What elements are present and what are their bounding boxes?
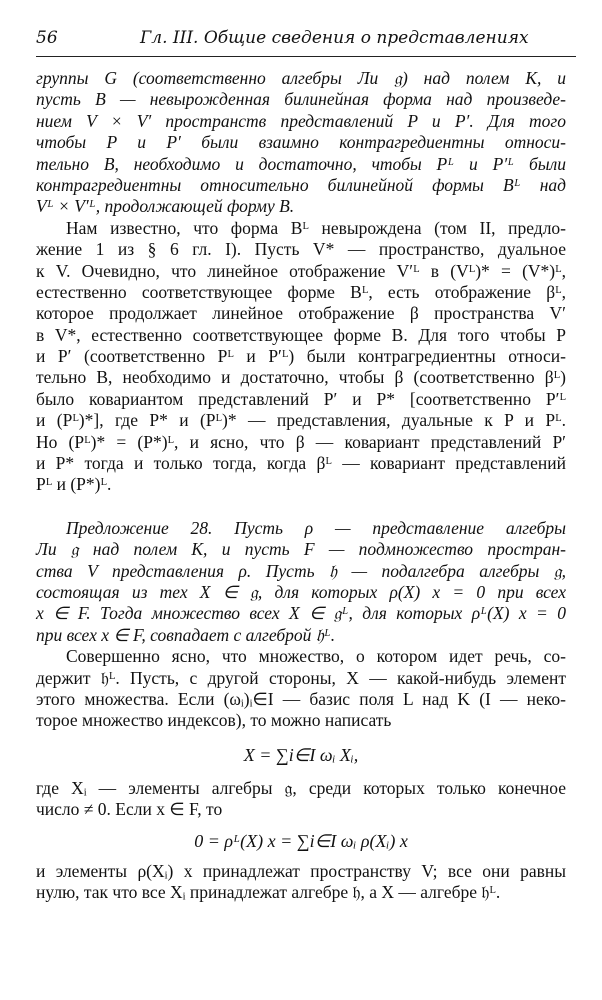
text-line: ства V представления ρ. Пусть 𝔥 — подалгебра алгебры 𝔤, bbox=[36, 560, 566, 581]
text-line: состоящая из тех X ∈ 𝔤, для которых ρ(X) x = 0 при всех bbox=[36, 581, 566, 602]
formula-sum: X = ∑i∈I ωᵢ Xᵢ, bbox=[243, 744, 359, 765]
proof-paragraph bbox=[36, 218, 566, 496]
text-line: Нам известно, что форма Bᴸ невырождена (том II, предло- bbox=[66, 217, 566, 238]
proof-paragraph bbox=[36, 778, 566, 821]
section-gap bbox=[36, 496, 566, 518]
text-line: Совершенно ясно, что множество, о котором идет речь, со- bbox=[66, 646, 566, 667]
proposition-28 bbox=[36, 518, 566, 646]
text-line: Pᴸ и (P*)ᴸ. bbox=[36, 474, 112, 495]
text-line: Предложение 28. Пусть ρ — представление алгебры bbox=[66, 517, 566, 538]
text-line: к V. Очевидно, что линейное отображение V′ᴸ в (Vᴸ)* = (V*)ᴸ, bbox=[36, 260, 566, 281]
text-line: держит 𝔥ᴸ. Пусть, с другой стороны, X — какой-нибудь элемент bbox=[36, 667, 566, 688]
text-line: Но (Pᴸ)* = (P*)ᴸ, и ясно, что β — ковариант представлений P′ bbox=[36, 431, 566, 452]
text-line: x ∈ F. Тогда множество всех X ∈ 𝔤ᴸ, для которых ρᴸ(X) x = 0 bbox=[36, 603, 566, 624]
text-line: нием V × V′ пространств представлений P и P′. Для того bbox=[36, 110, 566, 131]
text-line: и P* тогда и только тогда, когда βᴸ — ковариант представлений bbox=[36, 453, 566, 474]
text-line: естественно соответствующее форме Bᴸ, есть отображение βᴸ, bbox=[36, 281, 566, 302]
text-line: где Xᵢ — элементы алгебры 𝔤, среди которых только конечное bbox=[36, 777, 566, 798]
theorem-continuation bbox=[36, 68, 566, 218]
text-line: группы G (соответственно алгебры Ли 𝔤) над полем K, и bbox=[36, 68, 566, 88]
proof-paragraph bbox=[36, 861, 566, 904]
text-line: жение 1 из § 6 гл. I). Пусть V* — пространство, дуальное bbox=[36, 239, 566, 260]
text-line: и элементы ρ(Xᵢ) x принадлежат пространству V; все они равны bbox=[36, 860, 566, 881]
text-line: нулю, так что все Xᵢ принадлежат алгебре 𝔥, а X — алгебре 𝔥ᴸ. bbox=[36, 881, 501, 902]
text-line: и P′ (соответственно Pᴸ и P′ᴸ) были контрагредиентны относи- bbox=[36, 346, 566, 367]
text-line: Vᴸ × V′ᴸ, продолжающей форму B. bbox=[36, 196, 295, 217]
text-line: пусть B — невырожденная билинейная форма над произведе- bbox=[36, 89, 566, 110]
page-header bbox=[36, 28, 576, 57]
text-line: в V*, естественно соответствующее форме B. Для того чтобы P bbox=[36, 324, 566, 345]
text-line: этого множества. Если (ωᵢ)ᵢ∈I — базис поля L над K (I — неко- bbox=[36, 688, 566, 709]
text-line: и (Pᴸ)*], где P* и (Pᴸ)* — представления, дуальные к P и Pᴸ. bbox=[36, 410, 566, 431]
text-line: контрагредиентны относительно билинейной формы Bᴸ над bbox=[36, 174, 566, 195]
text-line: тельно B, необходимо и достаточно, чтобы β (соответственно βᴸ) bbox=[36, 367, 566, 388]
text-line: чтобы P и P′ были взаимно контрагредиентны относи- bbox=[36, 132, 566, 153]
text-line: было ковариантом представлений P′ и P* [соответственно P′ᴸ bbox=[36, 388, 566, 409]
text-line: Ли 𝔤 над полем K, и пусть F — подмножество простран- bbox=[36, 539, 566, 560]
page-number: 56 bbox=[36, 28, 58, 48]
text-line: число ≠ 0. Если x ∈ F, то bbox=[36, 799, 223, 820]
text-line: при всех x ∈ F, совпадает с алгеброй 𝔥ᴸ. bbox=[36, 624, 336, 645]
formula-representation: 0 = ρᴸ(X) x = ∑i∈I ωᵢ ρ(Xᵢ) x bbox=[194, 830, 408, 851]
proof-paragraph bbox=[36, 646, 566, 732]
text-line: торое множество индексов), то можно написать bbox=[36, 710, 392, 731]
page-body bbox=[36, 68, 566, 903]
text-line: тельно B, необходимо и достаточно, чтобы Pᴸ и P′ᴸ были bbox=[36, 153, 566, 174]
running-title: Гл. III. Общие сведения о представлениях bbox=[140, 28, 529, 48]
text-line: которое продолжает линейное отображение β пространства V′ bbox=[36, 303, 566, 324]
